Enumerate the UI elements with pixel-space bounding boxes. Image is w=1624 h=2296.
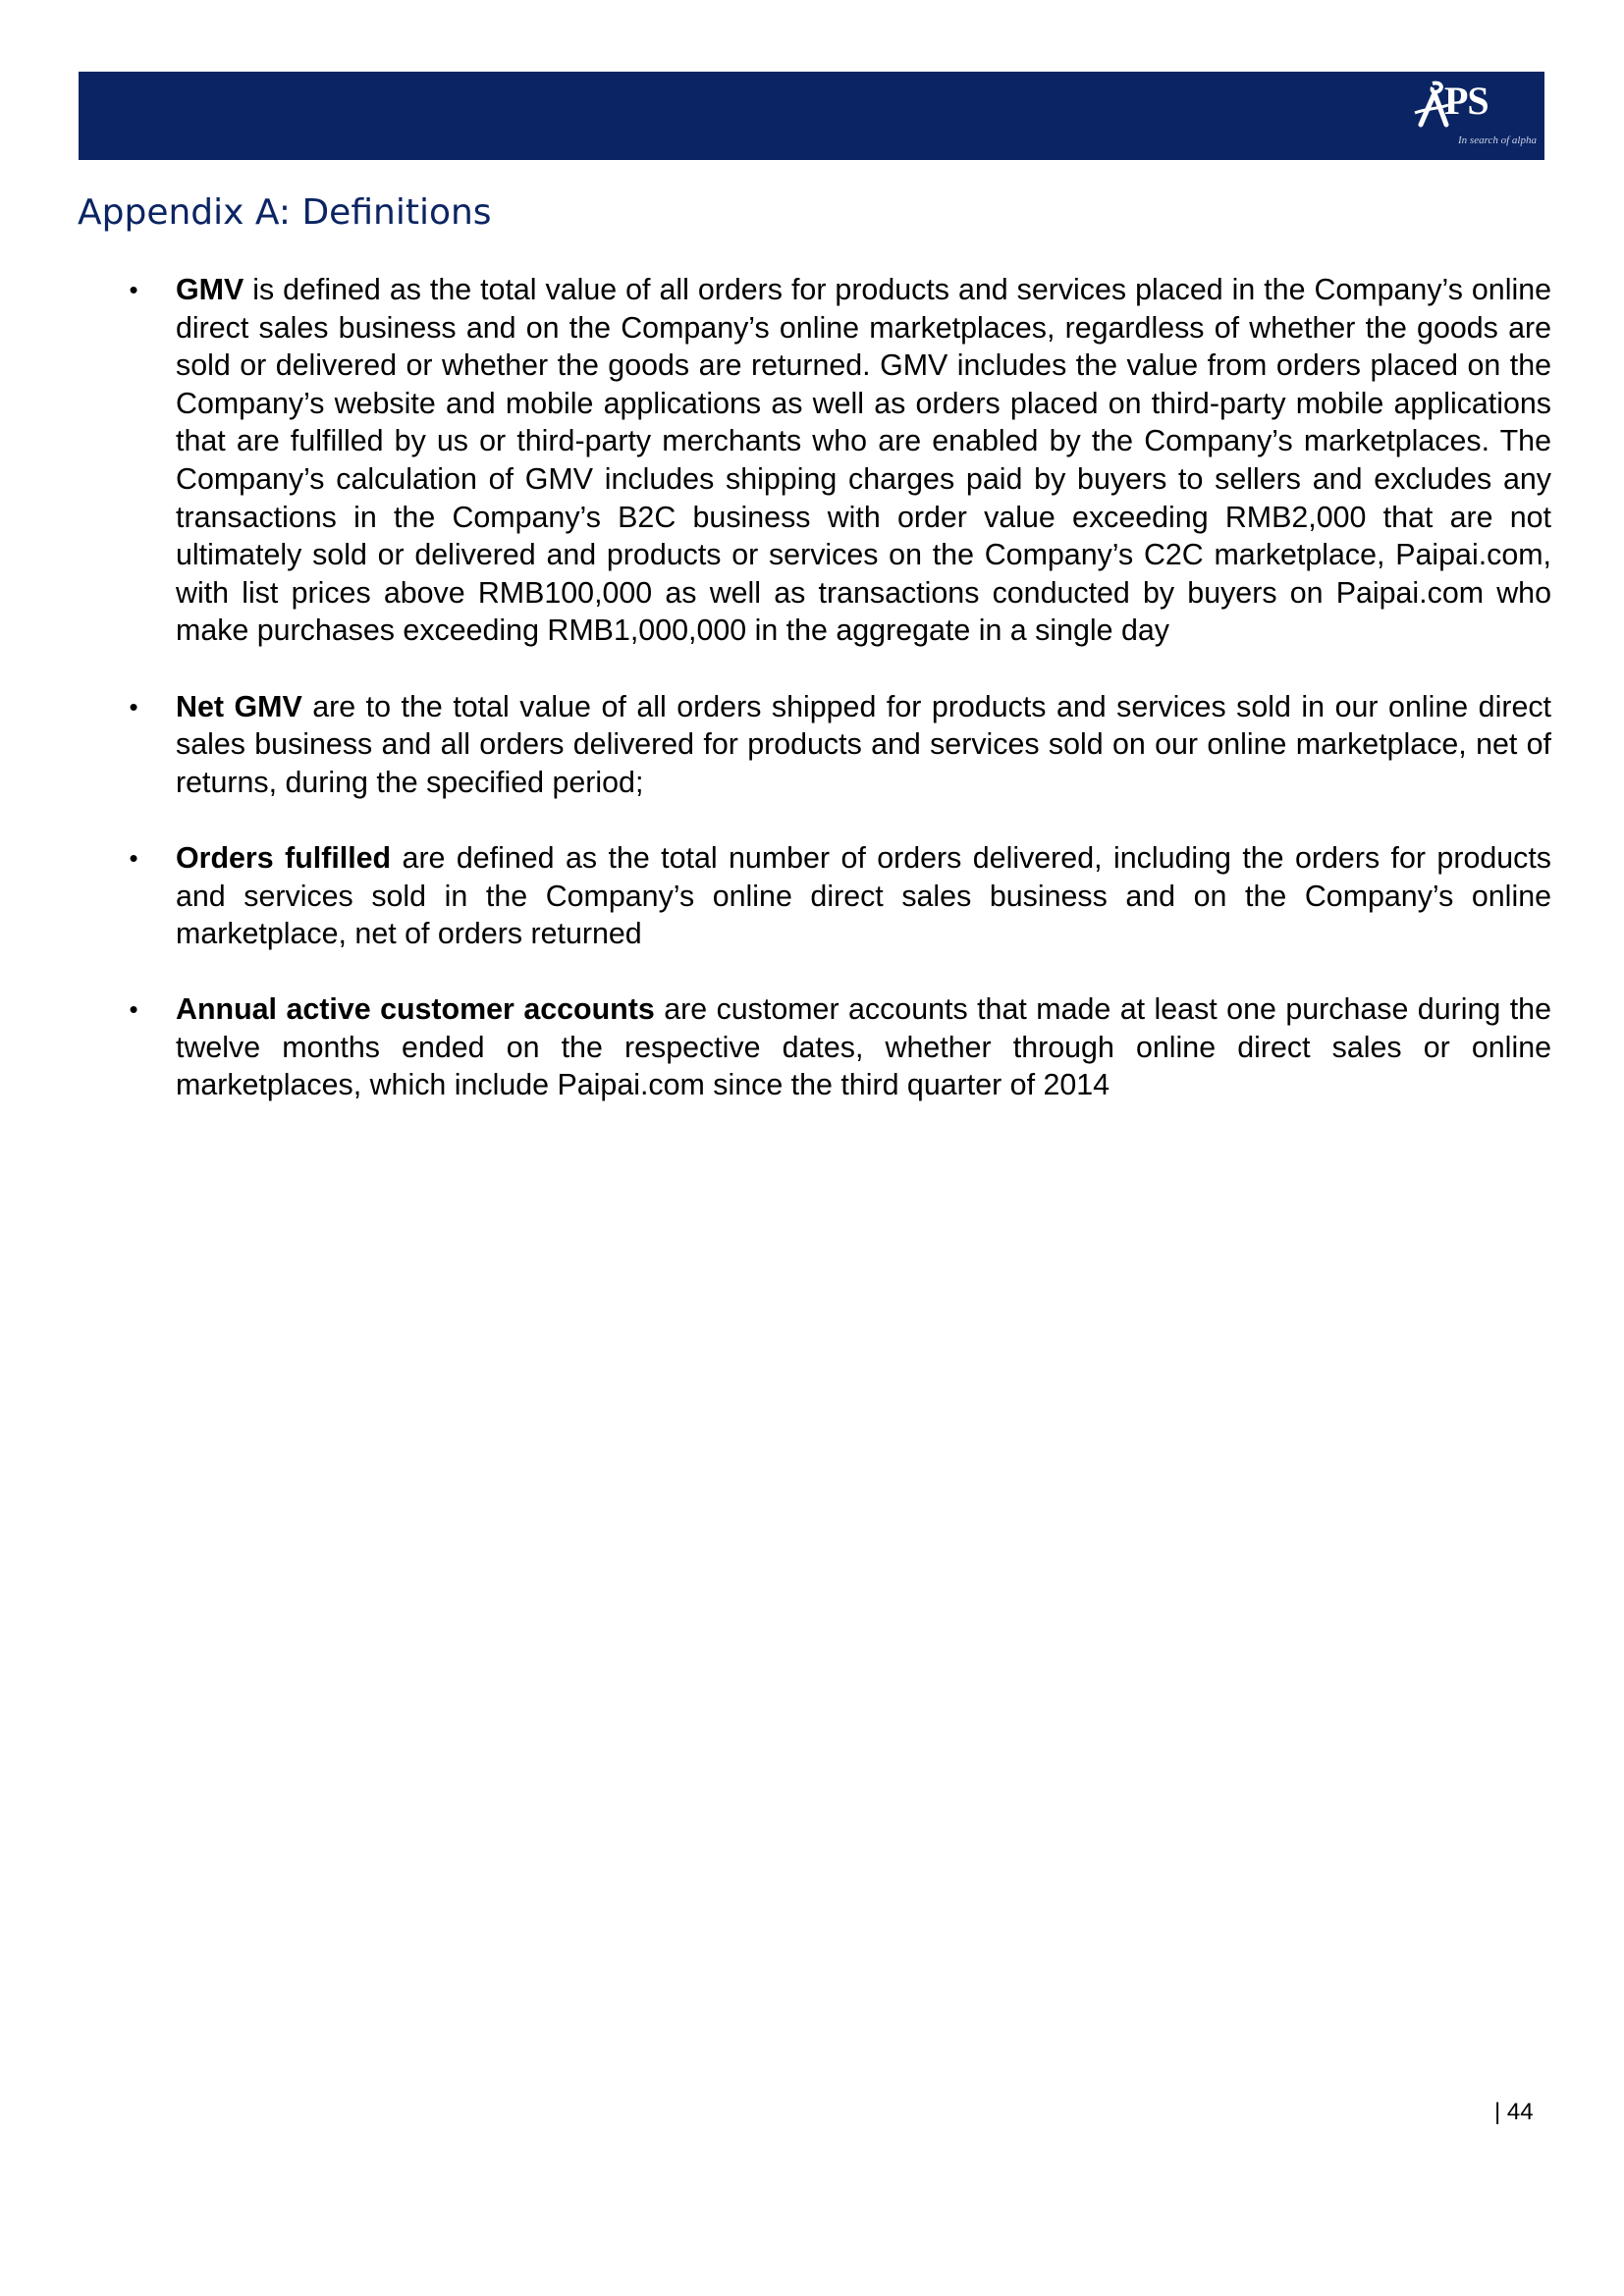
header-band <box>79 72 1544 160</box>
definition-text: are to the total value of all orders shipped for products and services sold in our online direct sales business and all orders delivered for products and services sold on our online marketplace, net of returns, during the specified period; <box>176 689 1551 799</box>
definitions-list <box>126 271 1551 1143</box>
bullet-icon: • <box>129 842 138 873</box>
logo-tagline: In search of alpha <box>1458 134 1537 146</box>
bullet-icon: • <box>129 994 138 1025</box>
definition-term: Orders fulfilled <box>176 840 392 875</box>
definition-term: Net GMV <box>176 689 302 723</box>
bullet-icon: • <box>129 691 138 721</box>
aps-logo <box>1411 76 1537 156</box>
definition-text: are customer accounts that made at least one purchase during the twelve months ended on the respective dates, whether through online direct sales or online marketplaces, which include Paipai.com since the third quarter of 2014 <box>176 992 1551 1102</box>
definition-net-gmv <box>126 688 1551 802</box>
definition-text: is defined as the total value of all orders for products and services placed in the Company’s online direct sales business and on the Company’s online marketplaces, regardless of whether the goods are sold or delivered or whether the goods are returned. GMV includes the value from orders placed on the Company’s website and mobile applications as well as orders placed on third-party mobile applications that are fulfilled by us or third-party merchants who are enabled by the Company’s marketplaces. The Company’s calculation of GMV includes shipping charges paid by buyers to sellers and excludes any transactions in the Company’s B2C business with order value exceeding RMB2,000 that are not ultimately sold or delivered and products or services on the Company’s C2C marketplace, Paipai.com, with list prices above RMB100,000 as well as transactions conducted by buyers on Paipai.com who make purchases exceeding RMB1,000,000 in the aggregate in a single day <box>176 273 1551 648</box>
definition-gmv <box>126 271 1551 650</box>
definition-orders-fulfilled <box>126 839 1551 953</box>
page-title: Appendix A: Definitions <box>78 192 492 233</box>
bullet-icon: • <box>129 275 138 304</box>
definition-term: Annual active customer accounts <box>176 992 655 1027</box>
definition-term: GMV <box>176 273 244 306</box>
page-number: | 44 <box>1494 2099 1534 2125</box>
definition-text: are defined as the total number of orders delivered, including the orders for products and services sold in the Company’s online direct sales business and on the Company’s online marketplace, net of orders returned <box>176 840 1551 951</box>
logo-text: PS <box>1444 79 1489 123</box>
definition-annual-active-customer-accounts <box>126 990 1551 1104</box>
